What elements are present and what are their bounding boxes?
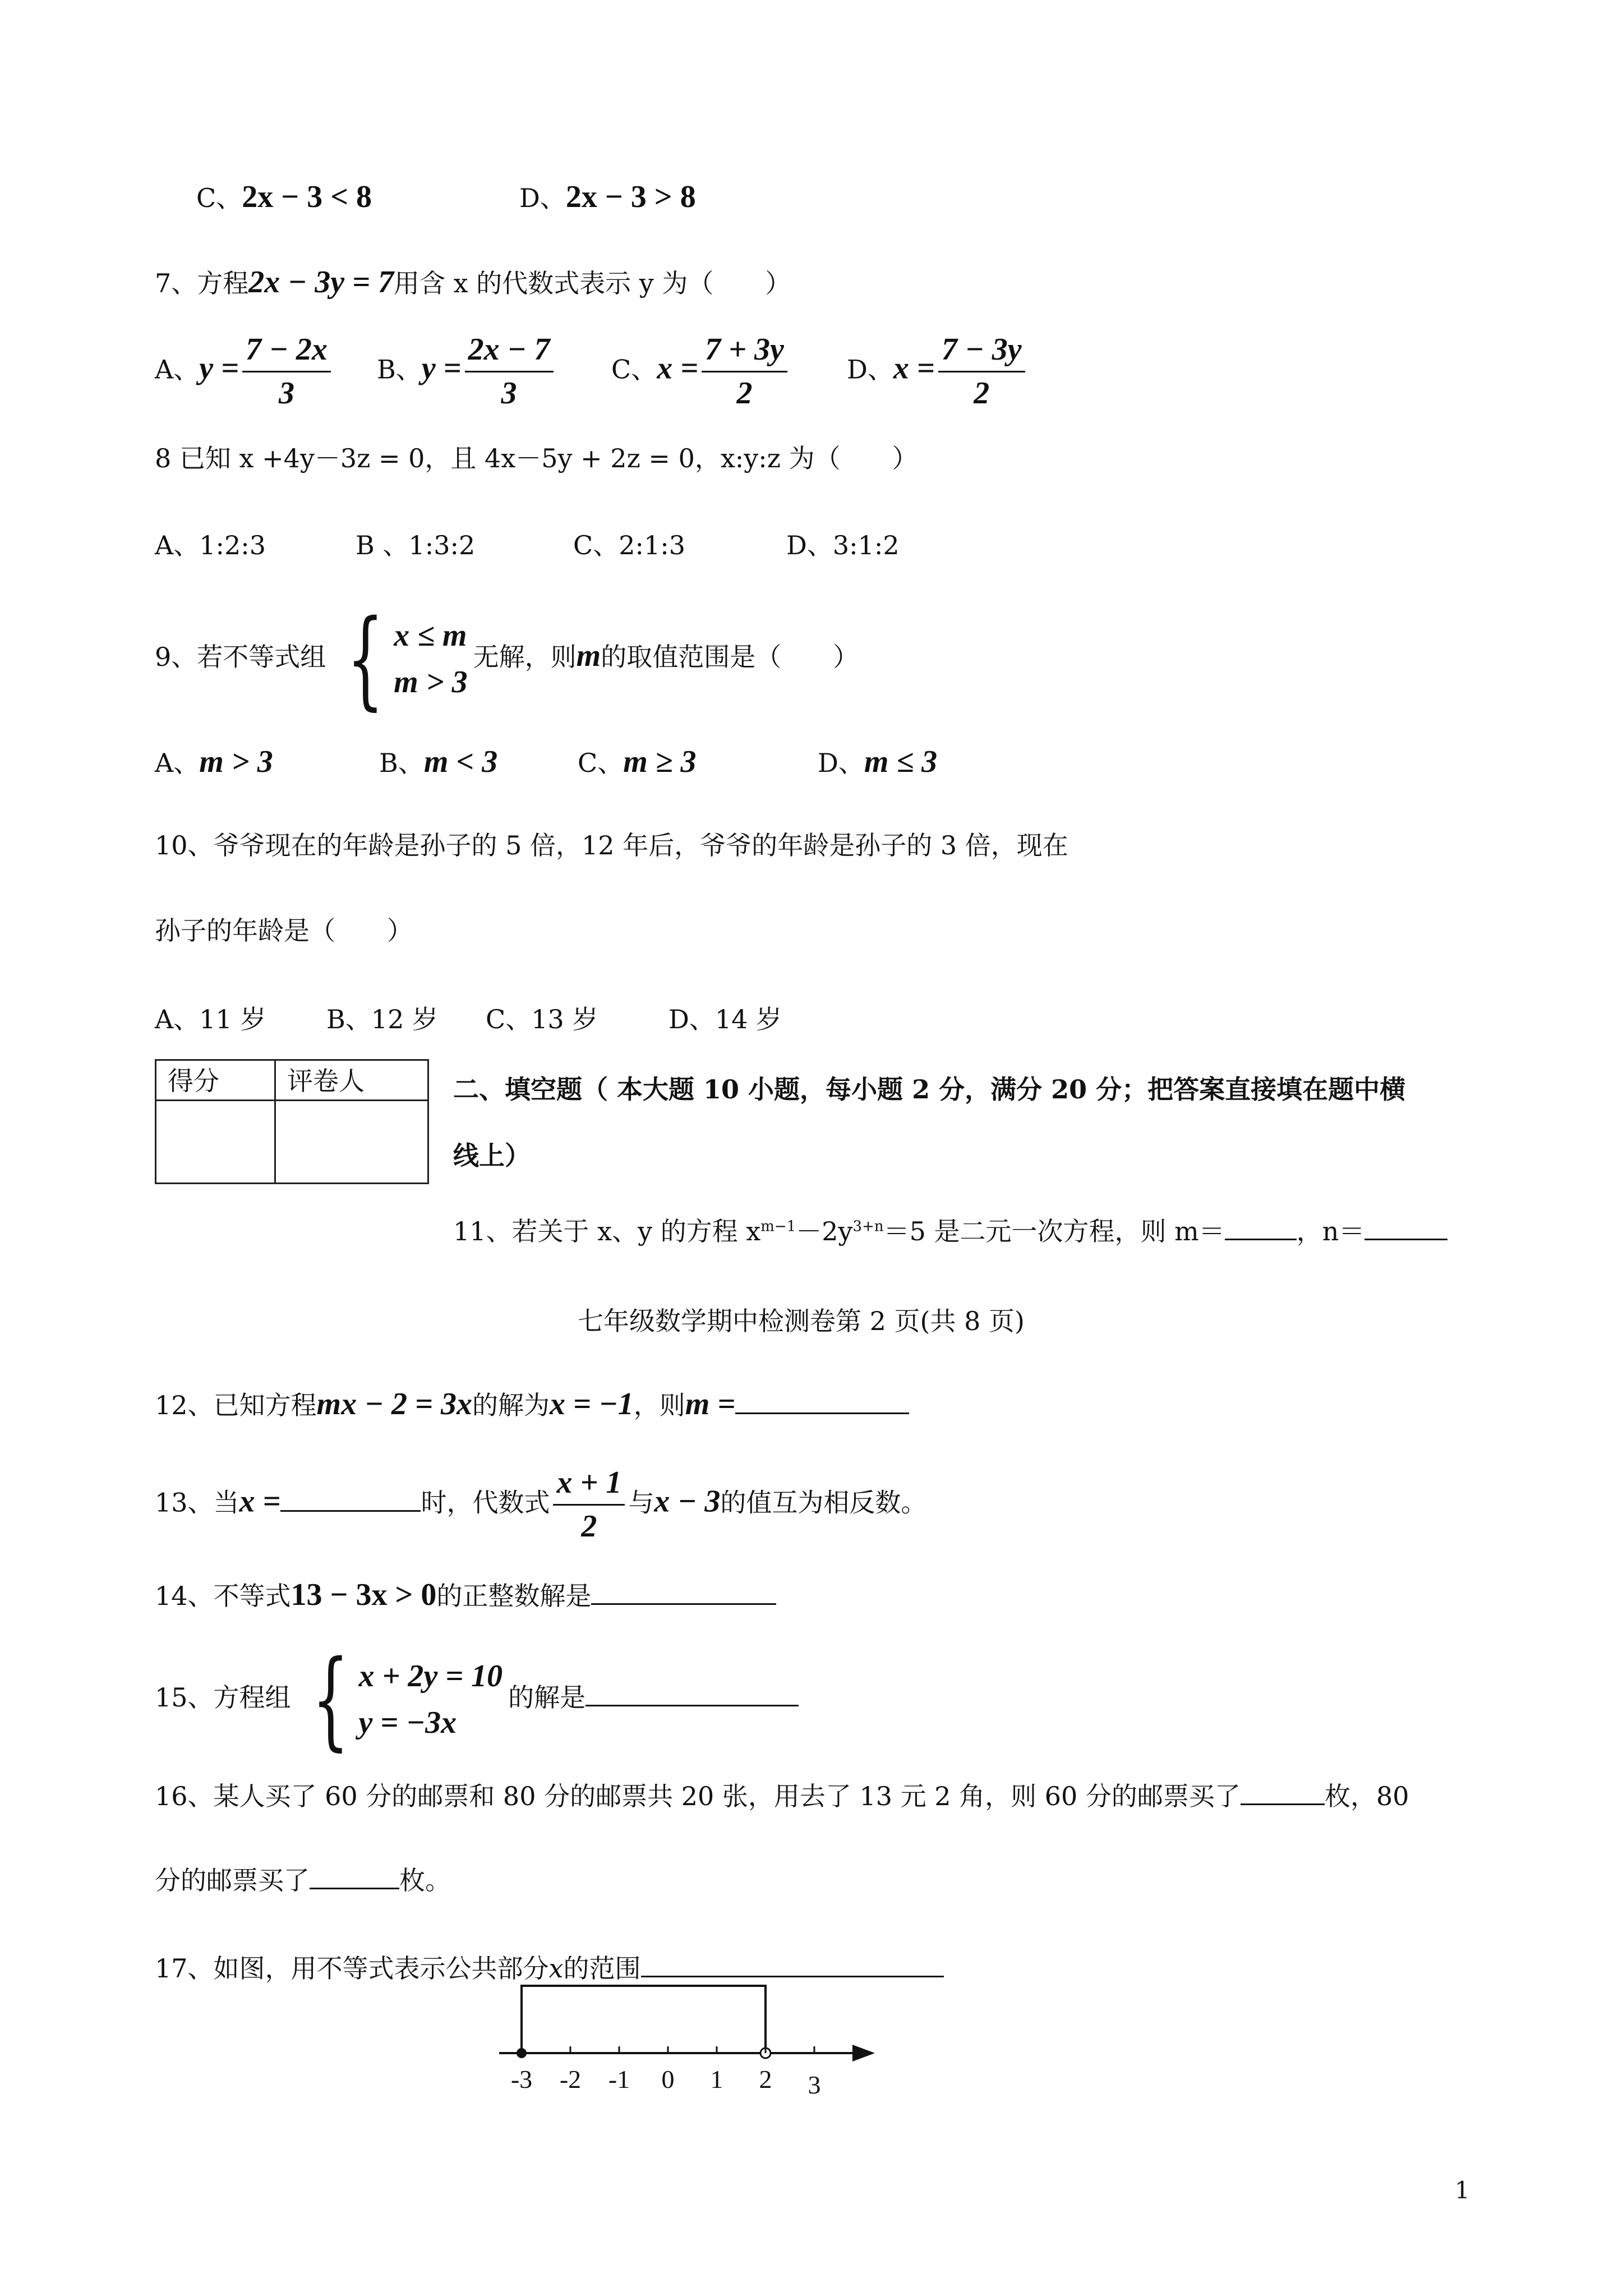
q7-option-a-lhs: y = [199,351,239,386]
q6-option-c [196,178,372,216]
tick-label: 3 [808,2070,821,2099]
q11-mid2: ，n＝ [1296,1216,1365,1246]
q13-num: x + 1 [553,1464,625,1506]
q7-option-a [155,331,334,412]
tick-label: -1 [608,2065,630,2093]
q16-blank-60[interactable] [1241,1803,1325,1805]
section2-heading-line2: 线上） [453,1140,531,1171]
q17-var: x [548,1953,564,1984]
q10-option-a: A、11 岁 [155,1004,266,1034]
q9-option-c-label: C、 [578,748,624,778]
q10-line1: 10、爷爷现在的年龄是孙子的 5 倍，12 年后，爷爷的年龄是孙子的 3 倍，现在 [155,830,1068,861]
q7-option-c-num: 7 + 3y [702,331,787,372]
q6-option-c-expr: 2x − 3 < 8 [242,180,372,214]
q17-prefix: 17、如图，用不等式表示公共部分 [155,1953,549,1984]
q11-exp2: 3+n [852,1218,884,1235]
q9-suffix: 的取值范围是（ ） [601,642,859,672]
q9-var: m [576,638,601,673]
q9-option-c-expr: m ≥ 3 [623,744,697,779]
tick-label: 2 [759,2065,772,2093]
section2-heading-line1: 二、填空题（ 本大题 10 小题，每小题 2 分，满分 20 分；把答案直接填在题中横 [453,1074,1406,1105]
q11-suffix: ＝5 是二元一次方程，则 m＝ [883,1216,1225,1246]
q10-line2: 孙子的年龄是（ ） [155,915,413,946]
q7-question [155,264,791,301]
tick-label: 0 [661,2065,675,2093]
q8-option-a: A、1:2:3 [155,530,266,560]
q9-option-c [578,743,697,781]
q7-option-a-den: 3 [278,376,294,411]
q15-suffix: 的解是 [508,1682,586,1713]
q12-prefix: 12、已知方程 [155,1390,317,1420]
q13-mid: 时，代数式 [421,1487,550,1518]
q9-prefix: 9、若不等式组 [155,642,326,672]
tick-label: -2 [559,2065,582,2093]
q9-system-line1: x ≤ m [394,618,467,653]
score-cell[interactable] [156,1101,275,1184]
q12-question [155,1386,909,1423]
q7-option-a-num: 7 − 2x [242,331,331,372]
q7-suffix: 用含 x 的代数式表示 y 为（ ） [393,268,791,298]
q15-system-line2: y = −3x [358,1705,457,1740]
q8-option-b: B 、1:3:2 [356,530,476,560]
q16-blank-80[interactable] [310,1888,399,1889]
q15-question [155,1637,799,1761]
q7-option-d [847,331,1029,412]
q7-option-d-num: 7 − 3y [938,331,1025,372]
q11-exp1: m−1 [760,1218,796,1235]
q9-option-b-expr: m < 3 [423,744,498,779]
q7-option-b-lhs: y = [421,351,462,386]
q10-option-b: B、12 岁 [326,1004,438,1034]
q13-fraction [553,1464,625,1545]
q12-mid: 的解为 [472,1390,550,1420]
q8-option-c: C、2:1:3 [573,530,685,560]
q7-option-b-den: 3 [501,376,517,411]
q9-option-a-expr: m > 3 [199,744,273,779]
q13-den: 2 [581,1509,597,1544]
q15-brace: { [311,1637,349,1761]
q6-option-d-label: D、 [519,183,566,213]
q12-blank[interactable] [735,1412,909,1414]
q9-question [155,597,859,721]
grader-cell[interactable] [275,1101,428,1184]
q14-question [155,1576,776,1614]
q9-system [331,597,468,721]
range-bracket [522,1986,766,2053]
q16-line2-prefix: 分的邮票买了 [155,1865,310,1895]
page-footer-note: 七年级数学期中检测卷第 2 页(共 8 页) [578,1306,1025,1336]
q7-option-d-label: D、 [847,354,893,385]
q14-blank[interactable] [591,1603,776,1605]
q15-system-line1: x + 2y = 10 [358,1658,503,1694]
q8-question: 8 已知 x +4y－3z = 0，且 4x－5y + 2z = 0，x:y:z 为（ ） [155,443,918,473]
q8-option-d: D、3:1:2 [786,530,900,560]
q15-prefix: 15、方程组 [155,1682,291,1713]
score-table-header-score: 得分 [156,1060,275,1101]
q7-option-b-num: 2x − 7 [465,331,554,372]
q7-option-a-label: A、 [155,354,200,385]
q7-prefix: 7、方程 [155,268,249,298]
q16-line1 [155,1781,1409,1812]
q7-option-c [611,331,791,412]
q9-option-a [155,743,273,781]
tick-label: 1 [710,2065,723,2093]
q9-option-d [818,743,937,781]
q11-mid: －2y [796,1216,853,1246]
q7-option-a-fraction [242,331,331,412]
q17-suffix: 的范围 [563,1953,641,1984]
q11-blank-n[interactable] [1364,1239,1447,1240]
q7-option-d-fraction [938,331,1025,412]
tick-label: -3 [510,2065,533,2093]
q13-expr2: x − 3 [654,1484,721,1519]
q10-option-d: D、14 岁 [668,1004,782,1034]
q16-line2-suffix: 枚。 [399,1865,451,1895]
q14-prefix: 14、不等式 [155,1581,291,1611]
q7-option-c-lhs: x = [657,351,699,386]
q9-option-b [379,743,497,781]
q6-option-d-expr: 2x − 3 > 8 [565,180,696,214]
q14-suffix: 的正整数解是 [436,1581,592,1611]
q9-option-d-label: D、 [818,748,864,778]
q7-option-c-fraction [702,331,787,412]
q13-blank[interactable] [280,1510,421,1512]
q9-option-a-label: A、 [155,748,200,778]
q15-system [297,1637,503,1761]
q16-text: 16、某人买了 60 分的邮票和 80 分的邮票共 20 张，用去了 13 元 2 角，则 60 分的邮票买了 [155,1781,1241,1811]
q13-mid2: 与 [628,1487,654,1518]
score-table-header-grader: 评卷人 [275,1060,428,1101]
page-number: 1 [1455,2177,1470,2204]
q9-system-line2: m > 3 [394,665,468,700]
q11-prefix: 11、若关于 x、y 的方程 x [453,1216,761,1246]
q13-prefix: 13、当 [155,1487,239,1518]
q7-option-d-den: 2 [974,376,990,411]
q7-expr: 2x − 3y = 7 [248,265,394,300]
q9-option-b-label: B、 [379,748,424,778]
q11-question [453,1216,1447,1247]
score-table [155,1059,429,1184]
q13-question [155,1464,926,1545]
q16-mid: 枚，80 [1324,1781,1409,1811]
q13-var: x = [239,1484,281,1519]
q12-expr: mx − 2 = 3x [316,1387,472,1421]
q7-option-c-label: C、 [611,354,657,385]
q14-expr: 13 − 3x > 0 [291,1577,437,1612]
q7-option-b [377,331,557,412]
q10-option-c: C、13 岁 [486,1004,598,1034]
q9-option-d-expr: m ≤ 3 [864,744,938,779]
q9-mid: 无解，则 [473,642,577,672]
number-line-figure [494,1969,897,2109]
number-line-arrow [852,2045,875,2062]
q7-option-c-den: 2 [736,376,753,411]
q13-suffix: 的值互为相反数。 [720,1487,927,1518]
q6-option-c-label: C、 [196,183,242,213]
q6-option-d [519,178,696,216]
q12-solution: x = −1 [549,1387,634,1421]
q15-blank[interactable] [585,1705,799,1706]
q12-var: m = [685,1387,736,1421]
q9-brace: { [347,597,384,721]
q7-option-d-lhs: x = [893,351,935,386]
q11-blank-m[interactable] [1225,1239,1297,1240]
q12-mid2: ，则 [633,1390,685,1420]
q7-option-b-fraction [465,331,554,412]
q7-option-b-label: B、 [377,354,422,385]
q16-line2 [155,1865,451,1896]
